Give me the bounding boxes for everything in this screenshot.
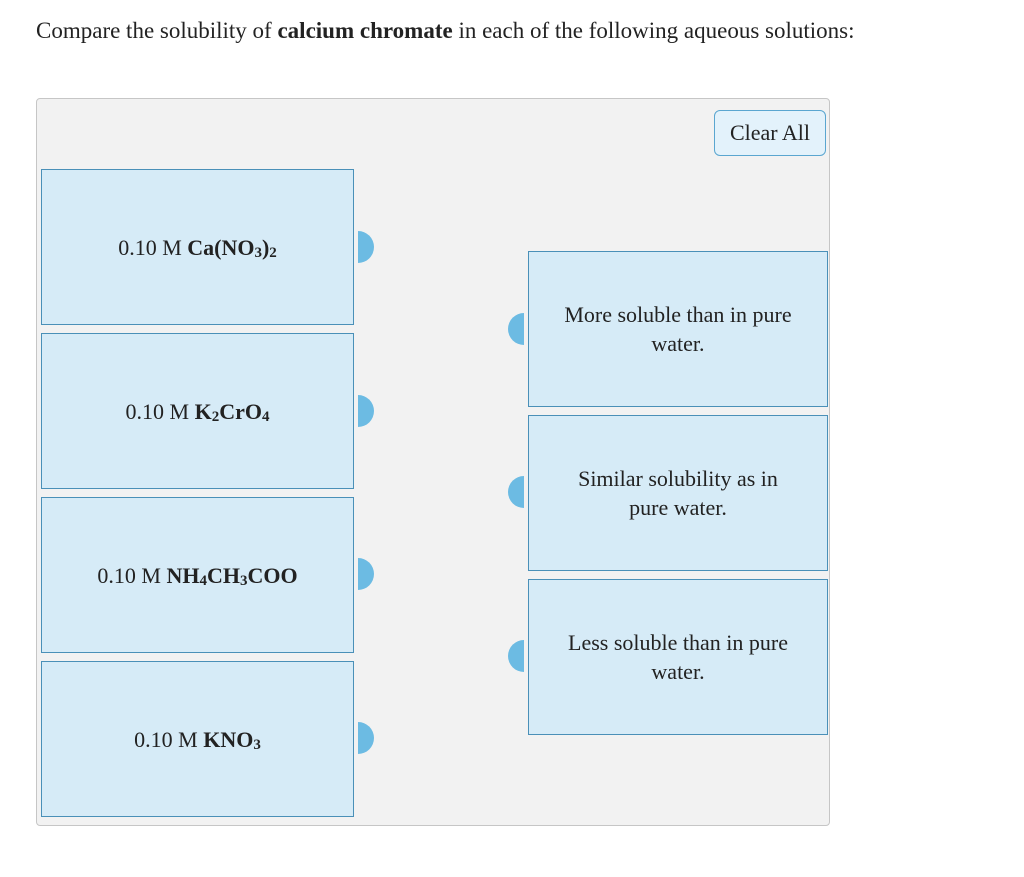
formula-text: CrO	[219, 398, 262, 424]
category-line-1: Similar solubility as in	[578, 466, 778, 491]
clear-all-button[interactable]: Clear All	[714, 110, 826, 156]
formula-subscript: 2	[269, 244, 277, 261]
formula-subscript: 4	[261, 408, 270, 425]
formula-subscript: 3	[239, 572, 248, 589]
formula-subscript: 4	[199, 572, 207, 589]
solution-concentration: 0.10 M	[118, 234, 182, 260]
solution-card-ca-no3-2[interactable]	[41, 169, 354, 325]
solution-formula	[195, 399, 270, 424]
solution-label	[134, 725, 261, 754]
formula-text: NH	[166, 562, 200, 588]
category-label	[568, 628, 788, 686]
solution-concentration: 0.10 M	[134, 726, 198, 752]
solution-label	[126, 397, 270, 426]
category-label	[578, 464, 778, 522]
formula-subscript: 2	[211, 408, 220, 425]
category-more-soluble[interactable]	[528, 251, 828, 407]
question-suffix: in each of the following aqueous solutions:	[452, 18, 855, 43]
category-less-soluble[interactable]	[528, 579, 828, 735]
solution-card-k2cro4[interactable]	[41, 333, 354, 489]
formula-text: KNO	[203, 726, 254, 752]
solution-concentration: 0.10 M	[97, 562, 161, 588]
formula-text: Ca(NO	[187, 234, 255, 260]
formula-text: CH	[206, 562, 240, 588]
category-line-1: Less soluble than in pure	[568, 630, 788, 655]
category-similar-solubility[interactable]	[528, 415, 828, 571]
solution-formula	[187, 235, 277, 260]
solution-label	[97, 561, 297, 590]
category-line-1: More soluble than in pure	[564, 302, 792, 327]
category-line-2: water.	[651, 659, 705, 684]
question-compound: calcium chromate	[277, 18, 453, 43]
formula-subscript: 3	[253, 736, 261, 753]
formula-text: COO	[247, 562, 298, 588]
solution-formula	[166, 563, 297, 588]
formula-subscript: 3	[254, 244, 262, 261]
question-text	[36, 16, 854, 46]
formula-text: K	[194, 398, 212, 424]
solution-formula	[203, 727, 261, 752]
category-line-2: water.	[651, 331, 705, 356]
category-label	[564, 300, 791, 358]
question-prefix: Compare the solubility of	[36, 18, 278, 43]
solution-card-kno3[interactable]	[41, 661, 354, 817]
formula-text: )	[261, 234, 270, 260]
solution-concentration: 0.10 M	[125, 398, 190, 424]
solution-card-nh4ch3coo[interactable]	[41, 497, 354, 653]
solution-label	[118, 233, 277, 262]
category-line-2: pure water.	[629, 495, 727, 520]
